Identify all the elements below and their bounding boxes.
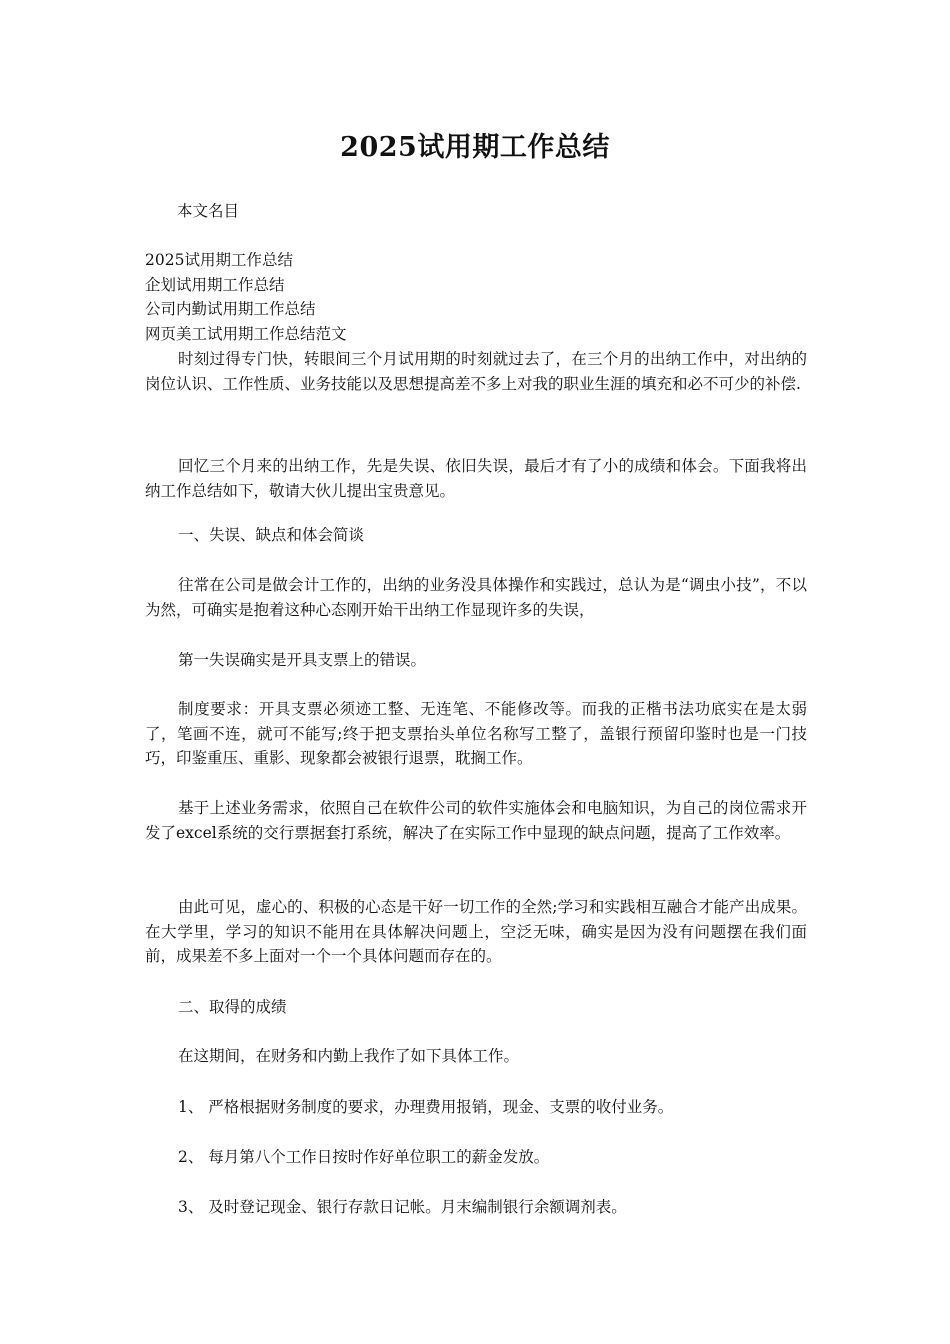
toc-item[interactable]: 企划试用期工作总结 xyxy=(145,275,285,294)
toc-item[interactable]: 网页美工试用期工作总结范文 xyxy=(145,324,347,343)
list-item: 2、 每月第八个工作日按时作好单位职工的薪金发放。 xyxy=(178,1148,550,1166)
table-of-contents xyxy=(145,248,347,346)
toc-heading: 本文名目 xyxy=(177,202,240,220)
paragraph: 回忆三个月来的出纳工作，先是失误、依旧失误，最后才有了小的成绩和体会。下面我将出纳工作总结如下，敬请大伙儿提出宝贵意见。 xyxy=(145,457,807,500)
list-item: 1、 严格根据财务制度的要求，办理费用报销，现金、支票的收付业务。 xyxy=(178,1098,674,1116)
paragraph: 往常在公司是做会计工作的，出纳的业务没具体操作和实践过，总认为是“调虫小技”，不以为然，可确实是抱着这种心态刚开始干出纳工作显现许多的失误， xyxy=(145,576,807,619)
section-heading: 二、取得的成绩 xyxy=(178,998,287,1016)
document-title: 2025试用期工作总结 xyxy=(340,132,610,163)
paragraph: 在这期间，在财务和内勤上我作了如下具体工作。 xyxy=(178,1047,520,1065)
paragraph: 第一失误确实是开具支票上的错误。 xyxy=(178,651,427,669)
toc-item[interactable]: 2025试用期工作总结 xyxy=(145,251,293,269)
paragraph: 制度要求：开具支票必须迹工整、无连笔、不能修改等。而我的正楷书法功底实在是太弱了，笔画不连，就可不能写;终于把支票抬头单位名称写工整了，盖银行预留印鉴时也是一门技巧，印鉴重压、重影、现象都会被银行退票，耽搁工作。 xyxy=(145,700,807,767)
toc-item[interactable]: 公司内勤试用期工作总结 xyxy=(145,300,316,318)
paragraph: 时刻过得专门快，转眼间三个月试用期的时刻就过去了，在三个月的出纳工作中，对出纳的岗位认识、工作性质、业务技能以及思想提高差不多上对我的职业生涯的填充和必不可少的补偿. xyxy=(145,350,807,393)
section-heading: 一、失误、缺点和体会简谈 xyxy=(178,526,365,544)
paragraph: 基于上述业务需求，依照自己在软件公司的软件实施体会和电脑知识，为自己的岗位需求开发了excel系统的交行票据套打系统，解决了在实际工作中显现的缺点问题，提高了工作效率。 xyxy=(145,799,807,842)
paragraph: 由此可见，虚心的、积极的心态是干好一切工作的全然;学习和实践相互融合才能产出成果。在大学里，学习的知识不能用在具体解决问题上，空泛无味，确实是因为没有问题摆在我们面前，成果差不多上面对一个一个具体问题而存在的。 xyxy=(145,898,807,965)
list-item: 3、 及时登记现金、银行存款日记帐。月末编制银行余额调剂表。 xyxy=(178,1198,627,1216)
